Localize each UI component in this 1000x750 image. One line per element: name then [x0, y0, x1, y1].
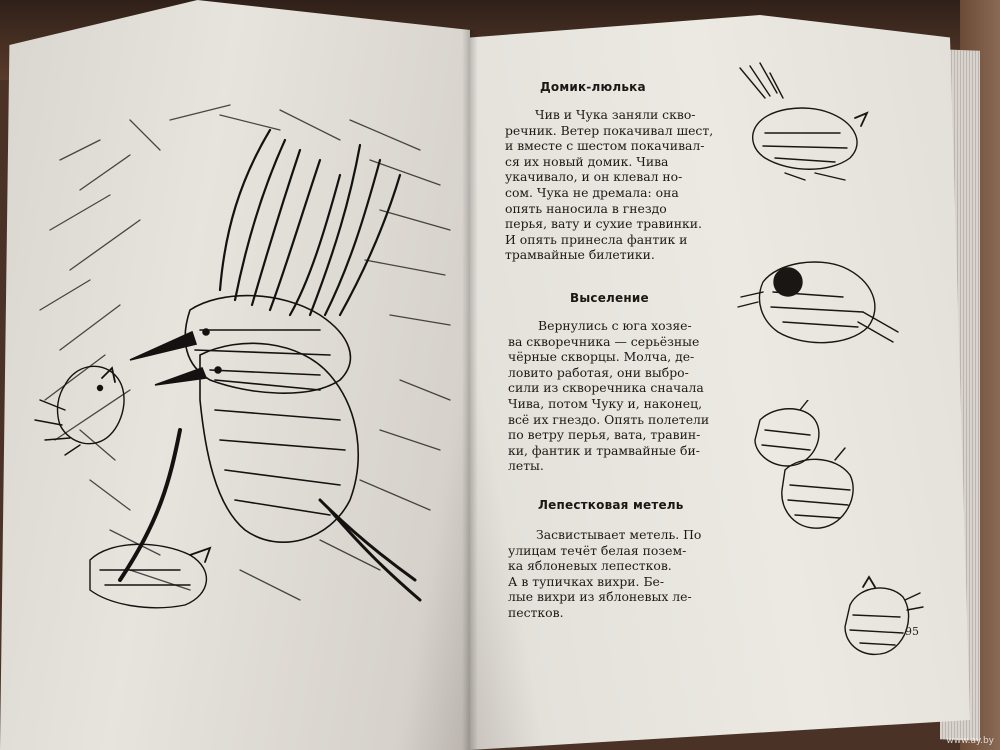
- branch: [120, 430, 180, 580]
- upper-starling-wing: [220, 130, 400, 315]
- section-text-metel: [508, 527, 708, 621]
- sparrow-sketch-4: [835, 575, 925, 665]
- text-line: И опять принесла фантик и: [505, 231, 688, 247]
- text-line: ки, фантик и трамвайные би-: [508, 442, 700, 458]
- text-line: лые вихри из яблоневых ле-: [508, 589, 692, 605]
- text-line: по ветру перья, вата, травин-: [508, 427, 701, 443]
- text-line: Чива, потом Чуку и, наконец,: [508, 395, 703, 411]
- sparrow-chick-left: [35, 366, 124, 455]
- text-line: улицам течёт белая позем-: [508, 542, 687, 558]
- section-title-domik: Домик-люлька: [540, 80, 646, 94]
- text-line: чёрные скворцы. Молча, де-: [508, 349, 695, 365]
- text-line: перья, вату и сухие травинки.: [505, 216, 702, 232]
- sparrow-sketch-3: [740, 400, 865, 535]
- section-title-metel: Лепестковая метель: [538, 498, 684, 512]
- text-line: Засвистывает метель. По: [536, 527, 702, 542]
- text-line: пестков.: [508, 604, 564, 620]
- text-line: трамвайные билетики.: [505, 247, 655, 263]
- text-line: ся их новый домик. Чива: [505, 153, 669, 169]
- text-line: и вместе с шестом покачивал-: [505, 138, 705, 154]
- lower-starling: [155, 343, 420, 600]
- text-line: ва скворечника — серьёзные: [508, 333, 700, 349]
- section-text-vyselenie: [508, 318, 708, 474]
- text-line: А в тупичках вихри. Бе-: [508, 573, 665, 589]
- section-text-domik: [505, 107, 714, 263]
- text-line: сили из скворечника сначала: [508, 380, 704, 396]
- text-line: ловито работая, они выбро-: [508, 364, 689, 380]
- book-gutter: [462, 30, 478, 750]
- text-line: опять наносила в гнездо: [505, 200, 667, 216]
- sparrow-sketch-2: [733, 252, 903, 352]
- watermark-text: www.ay.by: [946, 736, 994, 746]
- text-line: речник. Ветер покачивал шест,: [505, 122, 714, 138]
- text-line: ка яблоневых лепестков.: [508, 558, 672, 574]
- text-line: укачивало, и он клевал но-: [505, 169, 683, 185]
- sparrow-sketch-1: [735, 58, 880, 188]
- page-number: 95: [905, 625, 919, 638]
- section-title-vyselenie: Выселение: [570, 291, 649, 305]
- text-line: всё их гнездо. Опять полетели: [508, 411, 710, 427]
- text-line: Вернулись с юга хозяе-: [538, 318, 692, 333]
- starlings-illustration: [20, 100, 460, 620]
- text-line: сом. Чука не дремала: она: [505, 184, 679, 200]
- text-line: Чив и Чука заняли сквo-: [535, 107, 696, 122]
- text-line: леты.: [508, 458, 544, 474]
